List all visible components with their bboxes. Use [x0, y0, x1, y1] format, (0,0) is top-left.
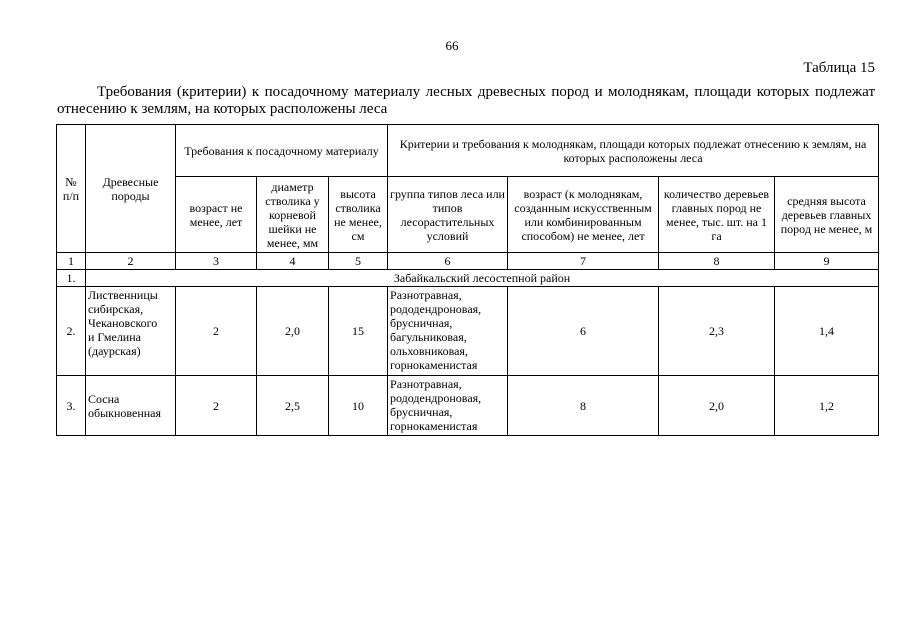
row-young-age: 6	[508, 287, 659, 376]
requirements-table	[56, 124, 879, 436]
header-species: Древесные породы	[86, 125, 176, 253]
species-line: обыкновенная	[88, 405, 162, 420]
row-species	[86, 376, 176, 436]
forest-type-line: багульниковая,	[390, 330, 467, 344]
forest-type-line: Разнотравная,	[390, 377, 462, 391]
section-title: Забайкальский лесостепной район	[86, 270, 879, 287]
table-caption: Требования (критерии) к посадочному материалу лесных древесных пород и молоднякам, площади которых подлежат отнесению к землям, на которых расположены леса	[57, 84, 875, 117]
header-forest-type: группа типов леса или типов лесорастительных условий	[388, 177, 508, 253]
column-number: 4	[257, 253, 329, 270]
column-number: 8	[659, 253, 775, 270]
forest-type-line: горнокаменистая	[390, 419, 478, 433]
row-tree-count: 2,3	[659, 287, 775, 376]
header-age: возраст не менее, лет	[176, 177, 257, 253]
row-young-age: 8	[508, 376, 659, 436]
forest-type-line: брусничная,	[390, 316, 453, 330]
forest-type-line: рододендроновая,	[390, 302, 482, 316]
column-number: 7	[508, 253, 659, 270]
header-num: № п/п	[57, 125, 86, 253]
species-line: Сосна	[88, 391, 120, 406]
header-diameter: диаметр стволика у корневой шейки не менее, мм	[257, 177, 329, 253]
row-age: 2	[176, 376, 257, 436]
species-line: сибирская,	[88, 302, 144, 316]
row-species	[86, 287, 176, 376]
row-avg-height: 1,4	[775, 287, 879, 376]
forest-type-line: рододендроновая,	[390, 391, 482, 405]
header-height: высота стволика не менее, см	[329, 177, 388, 253]
species-line: Лиственницы	[88, 288, 158, 302]
column-number: 5	[329, 253, 388, 270]
column-number: 3	[176, 253, 257, 270]
row-num: 3.	[57, 376, 86, 436]
forest-type-line: Разнотравная,	[390, 288, 462, 302]
table-row	[57, 287, 879, 376]
table-label: Таблица 15	[803, 60, 875, 76]
column-number: 1	[57, 253, 86, 270]
row-diameter: 2,5	[257, 376, 329, 436]
header-avg-height: средняя высота деревьев главных пород не менее, м	[775, 177, 879, 253]
header-group-young: Критерии и требования к молоднякам, площади которых подлежат отнесению к землям, на которых расположены леса	[388, 125, 879, 177]
row-avg-height: 1,2	[775, 376, 879, 436]
species-line: и Гмелина	[88, 330, 141, 344]
row-tree-count: 2,0	[659, 376, 775, 436]
header-group-planting: Требования к посадочному материалу	[176, 125, 388, 177]
row-age: 2	[176, 287, 257, 376]
header-young-age: возраст (к молоднякам, созданным искусственным или комбинированным способом) не менее, лет	[508, 177, 659, 253]
section-num: 1.	[57, 270, 86, 287]
column-numbers-row	[57, 253, 879, 270]
row-height: 15	[329, 287, 388, 376]
forest-type-line: горнокаменистая	[390, 358, 478, 372]
species-line: (даурская)	[88, 344, 141, 358]
row-forest-types	[388, 287, 508, 376]
row-height: 10	[329, 376, 388, 436]
row-diameter: 2,0	[257, 287, 329, 376]
species-line: Чекановского	[88, 316, 158, 330]
forest-type-line: ольховниковая,	[390, 344, 468, 358]
row-forest-types	[388, 376, 508, 436]
page-number: 66	[445, 38, 459, 53]
column-number: 2	[86, 253, 176, 270]
column-number: 6	[388, 253, 508, 270]
header-tree-count: количество деревьев главных пород не менее, тыс. шт. на 1 га	[659, 177, 775, 253]
column-number: 9	[775, 253, 879, 270]
table-row	[57, 376, 879, 436]
section-row	[57, 270, 879, 287]
forest-type-line: брусничная,	[390, 405, 453, 419]
row-num: 2.	[57, 287, 86, 376]
